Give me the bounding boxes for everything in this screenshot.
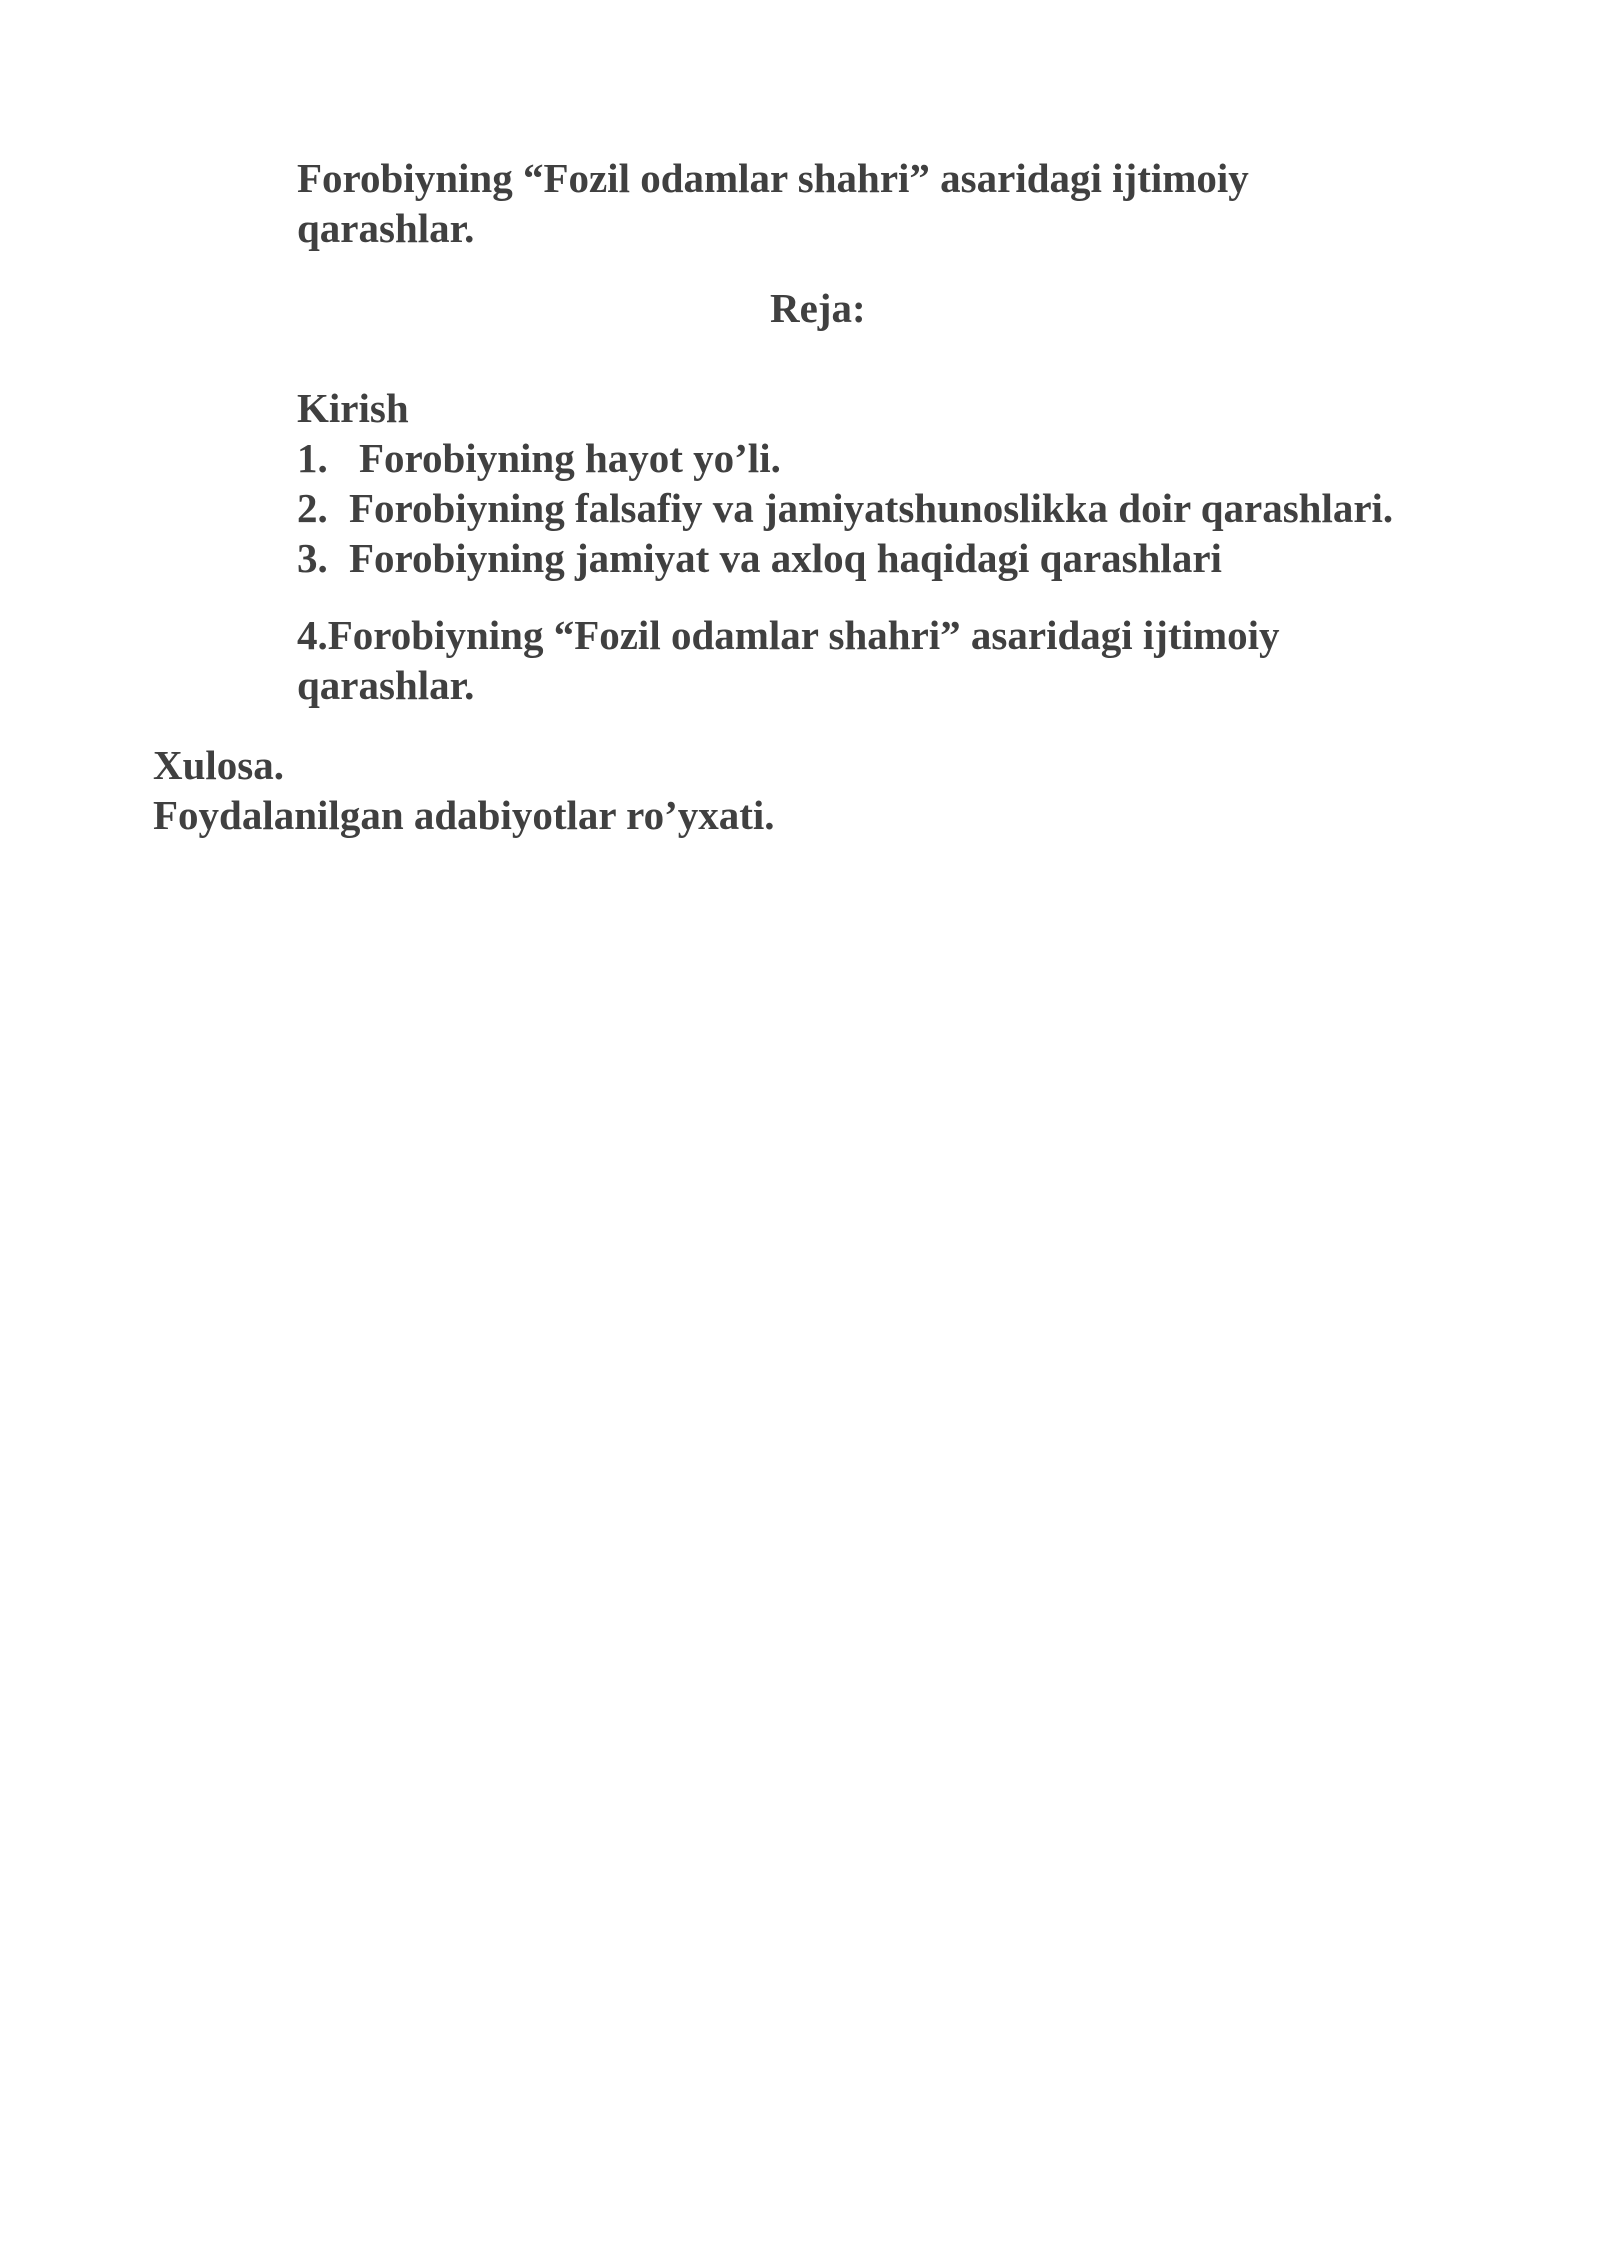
plan-item-text: Forobiyning falsafiy va jamiyatshunoslikka doir qarashlari. xyxy=(349,485,1394,531)
plan-item-text: Forobiyning hayot yo’li. xyxy=(359,435,781,481)
document-title: Forobiyning “Fozil odamlar shahri” asaridagi ijtimoiy qarashlar. xyxy=(297,155,1249,251)
plan-heading: Reja: xyxy=(770,285,866,331)
references-item: Foydalanilgan adabiyotlar ro’yxati. xyxy=(153,792,775,838)
plan-item-1 xyxy=(297,433,1497,483)
plan-item-number: 2. xyxy=(297,485,328,531)
plan-item-text: Forobiyning jamiyat va axloq haqidagi qarashlari xyxy=(349,535,1222,581)
closing-sections xyxy=(153,740,1453,840)
plan-item-4: 4.Forobiyning “Fozil odamlar shahri” asaridagi ijtimoiy qarashlar. xyxy=(297,612,1280,708)
plan-item-2 xyxy=(297,483,1497,533)
plan-item-3 xyxy=(297,533,1497,583)
plan-list xyxy=(297,383,1497,583)
intro-item: Kirish xyxy=(297,385,409,431)
plan-item-number: 1. xyxy=(297,435,328,481)
conclusion-item: Xulosa. xyxy=(153,742,285,788)
plan-item-number: 3. xyxy=(297,535,328,581)
